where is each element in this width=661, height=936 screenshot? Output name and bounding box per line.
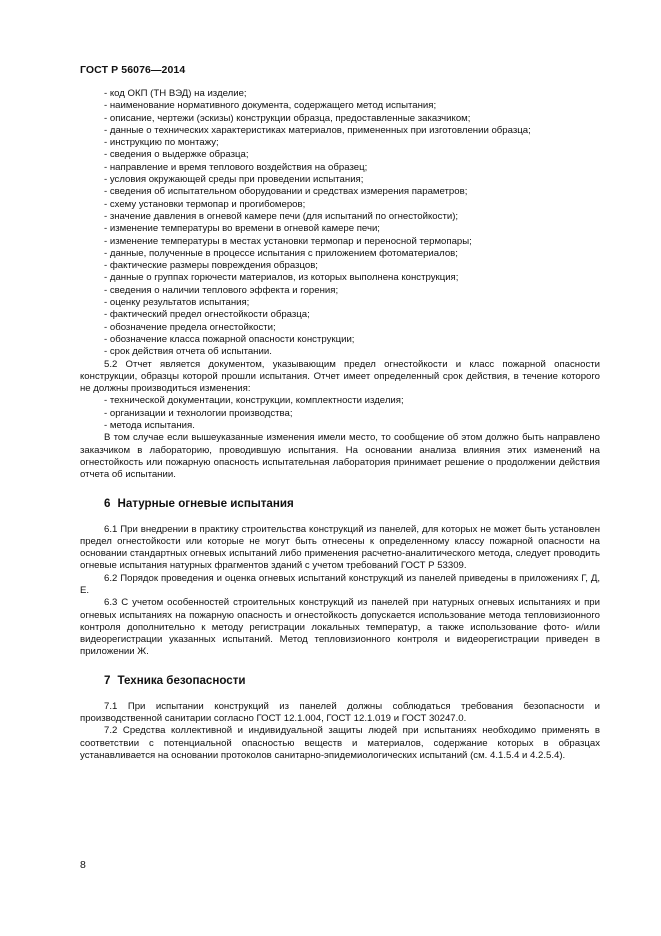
list-item: - изменение температуры во времени в огневой камере печи;	[104, 223, 380, 235]
list-item: - наименование нормативного документа, содержащего метод испытания;	[104, 100, 437, 112]
paragraph-6-2: 6.2 Порядок проведения и оценка огневых испытаний конструкций из панелей приведены в приложениях Г, Д, Е.	[80, 572, 600, 596]
report-contents-list	[80, 88, 600, 359]
list-item: - данные о группах горючести материалов, из которых выполнена конструкция;	[104, 272, 459, 284]
unchangeable-items-list	[80, 395, 600, 432]
list-item: - инструкцию по монтажу;	[104, 137, 219, 149]
list-item: - условия окружающей среды при проведении испытания;	[104, 174, 364, 186]
paragraph-5-2: 5.2 Отчет является документом, указывающим предел огнестойкости и класс пожарной опасности конструкции, образцы которой прошли испытания. Отчет имеет определенный срок действия, в течение которого не должны производиться изменения:	[80, 358, 600, 395]
list-item: - сведения о выдержке образца;	[104, 149, 249, 161]
paragraph-6-3: 6.3 С учетом особенностей строительных конструкций из панелей при натурных огневых испытаниях и при огневых испытаниях на пожарную опасность и огнестойкость допускается использование метода тепловизионного контроля дополнительно к методу регистрации локальных температур, а также использование фото- и/или видеорегистрации указанных испытаний. Метод тепловизионного контроля и видеорегистрации приведен в приложении Ж.	[80, 597, 600, 658]
list-item: - изменение температуры в местах установки термопар и переносной термопары;	[104, 235, 472, 247]
list-item: - срок действия отчета об испытании.	[104, 346, 272, 358]
list-item: - сведения об испытательном оборудовании и средствах измерения параметров;	[104, 186, 468, 198]
list-item: - сведения о наличии теплового эффекта и горения;	[104, 284, 339, 296]
list-item: - метода испытания.	[104, 420, 195, 432]
list-item: - оценку результатов испытания;	[104, 297, 250, 309]
list-item: - фактический предел огнестойкости образца;	[104, 309, 310, 321]
list-item: - обозначение класса пожарной опасности конструкции;	[104, 333, 355, 345]
list-item: - код ОКП (ТН ВЭД) на изделие;	[104, 88, 247, 99]
list-item: - значение давления в огневой камере печи (для испытаний по огнестойкости);	[104, 210, 459, 222]
document-header: ГОСТ Р 56076—2014	[80, 64, 186, 76]
section-7-title: Техника безопасности	[117, 673, 246, 687]
paragraph-6-1: 6.1 При внедрении в практику строительства конструкций из панелей, для которых не может быть установлен предел огнестойкости или которые не могут быть отнесены к определенному классу пожарной опасности на основании стандартных огневых испытаний либо применения расчетно-аналитического метода, следует проводить огневые испытания натурных фрагментов зданий с учетом требований ГОСТ Р 53309.	[80, 523, 600, 572]
list-item: - обозначение предела огнестойкости;	[104, 321, 276, 333]
list-item: - организации и технологии производства;	[104, 407, 293, 419]
list-item: - технической документации, конструкции, комплектности изделия;	[104, 395, 404, 407]
section-6-title: Натурные огневые испытания	[117, 496, 294, 510]
section-6-heading	[80, 497, 600, 511]
paragraph-7-2: 7.2 Средства коллективной и индивидуальной защиты людей при испытаниях необходимо применять в соответствии с потенциальной опасностью веществ и материалов, содержание которых в образцах устанавливается на основании протоколов санитарно-эпидемиологических испытаний (см. 4.1.5.4 и 4.2.5.4).	[80, 725, 600, 761]
list-item: - фактические размеры повреждения образцов;	[104, 260, 318, 272]
section-6-number: 6	[104, 496, 111, 510]
list-item: - направление и время теплового воздействия на образец;	[104, 161, 368, 173]
section-7-heading	[80, 674, 600, 688]
document-body	[80, 88, 600, 762]
list-item: - данные о технических характеристиках материалов, примененных при изготовлении образца;	[104, 124, 531, 136]
list-item: - описание, чертежи (эскизы) конструкции образца, предоставленные заказчиком;	[104, 112, 471, 124]
paragraph-7-1: 7.1 При испытании конструкций из панелей должны соблюдаться требования безопасности и производственной санитарии согласно ГОСТ 12.1.004, ГОСТ 12.1.019 и ГОСТ 30247.0.	[80, 700, 600, 725]
page-number: 8	[80, 859, 86, 871]
list-item: - данные, полученные в процессе испытания с приложением фотоматериалов;	[104, 247, 458, 259]
list-item: - схему установки термопар и прогибомеров;	[104, 198, 306, 210]
paragraph-5-2-continuation: В том случае если вышеуказанные изменения имели место, то сообщение об этом должно быть направлено заказчиком в лабораторию, проводившую испытания. На основании анализа влияния этих изменений на огнестойкость или пожарную опасность испытательная лаборатория принимает решение о продолжении действия отчета об испытании.	[80, 432, 600, 481]
section-7-number: 7	[104, 673, 111, 687]
